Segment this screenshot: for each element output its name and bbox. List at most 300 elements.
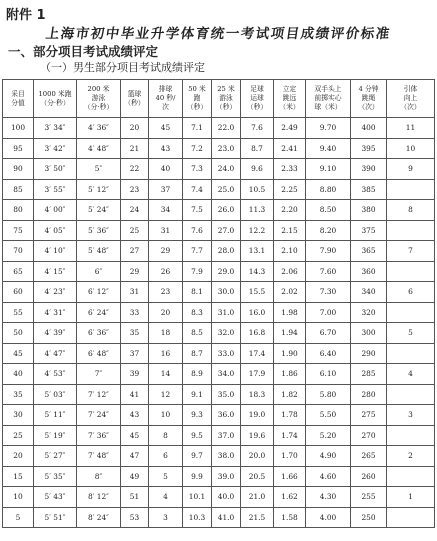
table-row [3, 179, 435, 200]
table-cell: 7.7 [183, 241, 212, 262]
table-cell: 7′ 36″ [77, 425, 121, 446]
table-cell: 51 [121, 487, 149, 508]
table-cell: 7′ 24″ [77, 405, 121, 426]
table-cell: 9.7 [183, 446, 212, 467]
table-cell: 400 [351, 118, 387, 139]
table-cell: 2.10 [274, 241, 306, 262]
table-cell: 10.3 [183, 507, 212, 528]
table-cell: 5.80 [306, 384, 351, 405]
table-cell: 5′ 51″ [34, 507, 77, 528]
table-cell: 18.3 [241, 384, 274, 405]
table-cell: 80 [3, 200, 34, 221]
annex-label: 附件 1 [6, 8, 46, 23]
column-header [3, 80, 34, 118]
column-header-line: 40 秒/ [155, 94, 176, 102]
column-header [351, 80, 387, 118]
table-cell: 265 [351, 446, 387, 467]
table-cell: 5′ 12″ [77, 179, 121, 200]
table-cell: 41.0 [212, 507, 241, 528]
table-row [3, 220, 435, 241]
table-cell: 14.3 [241, 261, 274, 282]
table-cell: 39 [121, 364, 149, 385]
table-cell: 34 [149, 200, 183, 221]
table-cell: 38.0 [212, 446, 241, 467]
table-cell: 6 [149, 446, 183, 467]
table-cell: 35.0 [212, 384, 241, 405]
table-cell: 1.82 [274, 384, 306, 405]
table-row [3, 261, 435, 282]
table-cell: 22 [121, 159, 149, 180]
table-cell: 2.02 [274, 282, 306, 303]
table-cell: 290 [351, 343, 387, 364]
table-row [3, 138, 435, 159]
table-cell: 395 [351, 138, 387, 159]
table-cell: 8.1 [183, 282, 212, 303]
column-header-line: （秒） [186, 103, 208, 111]
column-header-line: 200 米 [87, 85, 110, 93]
table-cell: 8.9 [183, 364, 212, 385]
table-row [3, 466, 435, 487]
table-cell: 5′ 48″ [77, 241, 121, 262]
table-cell: 12.2 [241, 220, 274, 241]
table-cell: 4′ 23″ [34, 282, 77, 303]
table-cell: 18 [149, 323, 183, 344]
table-cell: 7″ [77, 364, 121, 385]
table-cell: 20.5 [241, 466, 274, 487]
table-cell: 6.40 [306, 343, 351, 364]
table-cell: 5′ 03″ [34, 384, 77, 405]
table-cell: 35 [3, 384, 34, 405]
table-cell: 23.0 [212, 138, 241, 159]
table-cell: 340 [351, 282, 387, 303]
table-cell: 2.06 [274, 261, 306, 282]
table-cell: 95 [3, 138, 34, 159]
table-cell: 35 [121, 323, 149, 344]
column-header-line: 跳绳 [361, 94, 376, 102]
column-header-line: 采目 [11, 89, 25, 98]
table-cell: 27.0 [212, 220, 241, 241]
table-cell: 8 [149, 425, 183, 446]
table-cell: 47 [121, 446, 149, 467]
table-cell: 16.0 [241, 302, 274, 323]
table-cell: 53 [121, 507, 149, 528]
table-cell: 8.20 [306, 220, 351, 241]
column-header-line: （秒） [124, 98, 145, 107]
table-cell: 390 [351, 159, 387, 180]
table-cell: 25 [3, 425, 34, 446]
table-cell: 6 [387, 282, 435, 303]
table-cell: 6″ [77, 261, 121, 282]
table-cell: 22.0 [212, 118, 241, 139]
table-cell: 5″ [77, 159, 121, 180]
column-header [121, 80, 149, 118]
table-cell: 20.0 [241, 446, 274, 467]
table-cell: 39.0 [212, 466, 241, 487]
table-cell: 60 [3, 282, 34, 303]
table-cell: 9.6 [241, 159, 274, 180]
table-row [3, 200, 435, 221]
table-cell: 5′ 35″ [34, 466, 77, 487]
table-cell: 33 [121, 302, 149, 323]
column-header [77, 80, 121, 118]
document-title: 上海市初中毕业升学体育统一考试项目成绩评价标准 [44, 26, 392, 42]
table-cell: 9.10 [306, 159, 351, 180]
table-cell: 43 [149, 138, 183, 159]
table-cell: 37.0 [212, 425, 241, 446]
table-cell [387, 507, 435, 528]
column-header-line: 4 分钟 [358, 85, 379, 93]
column-header-line: 排球 [158, 85, 173, 93]
column-header-line: 50 米 [188, 85, 206, 93]
table-row [3, 425, 435, 446]
table-cell: 270 [351, 425, 387, 446]
table-cell: 45 [149, 118, 183, 139]
table-cell: 30 [3, 405, 34, 426]
table-cell: 4′ 47″ [34, 343, 77, 364]
table-cell: 7.2 [183, 138, 212, 159]
table-cell: 8.80 [306, 179, 351, 200]
table-cell: 6′ 12″ [77, 282, 121, 303]
table-cell: 1.58 [274, 507, 306, 528]
table-cell: 5.20 [306, 425, 351, 446]
table-cell: 7.60 [306, 261, 351, 282]
table-cell: 4′ 10″ [34, 241, 77, 262]
table-cell: 1.94 [274, 323, 306, 344]
column-header-line: 前掷实心 [314, 94, 342, 102]
table-cell: 2.15 [274, 220, 306, 241]
table-cell: 5 [149, 466, 183, 487]
table-cell: 20 [149, 302, 183, 323]
table-cell: 24.0 [212, 159, 241, 180]
table-cell: 1.86 [274, 364, 306, 385]
column-header-line: 引体 [403, 85, 418, 93]
table-cell: 29 [121, 261, 149, 282]
table-cell: 9.9 [183, 466, 212, 487]
table-row [3, 241, 435, 262]
table-row [3, 343, 435, 364]
table-cell: 34.0 [212, 364, 241, 385]
table-cell: 3 [149, 507, 183, 528]
table-cell: 8′ 24″ [77, 507, 121, 528]
column-header-line: 游泳 [91, 94, 106, 102]
table-row [3, 384, 435, 405]
table-cell: 4′ 00″ [34, 200, 77, 221]
table-cell: 300 [351, 323, 387, 344]
table-cell: 4.60 [306, 466, 351, 487]
table-cell: 5′ 19″ [34, 425, 77, 446]
table-cell: 3′ 50″ [34, 159, 77, 180]
table-cell: 4′ 31″ [34, 302, 77, 323]
table-cell: 7.4 [183, 179, 212, 200]
table-cell: 9.70 [306, 118, 351, 139]
table-cell: 6.70 [306, 323, 351, 344]
table-cell: 8″ [77, 466, 121, 487]
column-header-line: （次） [358, 103, 379, 111]
table-cell: 16 [149, 343, 183, 364]
column-header-line: （秒） [246, 103, 268, 111]
table-cell: 7.1 [183, 118, 212, 139]
table-cell: 2 [387, 446, 435, 467]
table-cell: 40 [149, 159, 183, 180]
table-cell [387, 261, 435, 282]
column-header [274, 80, 306, 118]
table-cell: 43 [121, 405, 149, 426]
table-cell: 40 [3, 364, 34, 385]
table-row [3, 282, 435, 303]
table-cell: 5 [387, 323, 435, 344]
table-cell: 9.5 [183, 425, 212, 446]
table-cell: 4′ 39″ [34, 323, 77, 344]
table-cell: 4 [387, 364, 435, 385]
table-cell: 2.49 [274, 118, 306, 139]
table-cell: 7.6 [183, 220, 212, 241]
table-row [3, 302, 435, 323]
column-header-line: （秒） [215, 103, 237, 111]
table-cell: 26.0 [212, 200, 241, 221]
table-cell: 1.66 [274, 466, 306, 487]
table-cell: 21.0 [241, 487, 274, 508]
table-cell: 9.40 [306, 138, 351, 159]
table-cell: 45 [121, 425, 149, 446]
table-cell: 25 [121, 220, 149, 241]
table-cell: 28.0 [212, 241, 241, 262]
table-cell: 8.7 [241, 138, 274, 159]
table-cell: 1.78 [274, 405, 306, 426]
column-header [149, 80, 183, 118]
column-header [306, 80, 351, 118]
table-cell: 320 [351, 302, 387, 323]
column-header-line: 25 米 [217, 85, 235, 93]
table-cell: 10 [387, 138, 435, 159]
table-cell: 41 [121, 384, 149, 405]
table-cell: 30.0 [212, 282, 241, 303]
table-cell: 4′ 05″ [34, 220, 77, 241]
table-cell: 20 [3, 446, 34, 467]
table-cell: 4.90 [306, 446, 351, 467]
subsection-heading: （一）男生部分项目考试成绩评定 [40, 61, 205, 74]
table-cell: 11.3 [241, 200, 274, 221]
table-cell: 2.33 [274, 159, 306, 180]
table-cell: 23 [121, 179, 149, 200]
column-header-line: 游泳 [219, 94, 233, 102]
table-cell [387, 425, 435, 446]
table-cell: 360 [351, 261, 387, 282]
table-cell: 385 [351, 179, 387, 200]
table-cell: 8.5 [183, 323, 212, 344]
table-cell: 2.20 [274, 200, 306, 221]
section-heading: 一、部分项目考试成绩评定 [8, 44, 159, 59]
table-cell: 5.50 [306, 405, 351, 426]
table-cell: 4′ 15″ [34, 261, 77, 282]
table-cell: 8.3 [183, 302, 212, 323]
column-header [241, 80, 274, 118]
column-header-line: 足球 [250, 85, 264, 93]
table-cell: 21 [121, 138, 149, 159]
column-header-line: （米） [279, 103, 300, 111]
table-cell: 12 [149, 384, 183, 405]
table-cell: 10.1 [183, 487, 212, 508]
table-cell: 13.1 [241, 241, 274, 262]
table-cell: 1 [387, 487, 435, 508]
column-header-line: 向上 [403, 94, 418, 102]
table-cell: 6′ 48″ [77, 343, 121, 364]
table-cell: 9.3 [183, 405, 212, 426]
table-cell: 6′ 36″ [77, 323, 121, 344]
table-cell: 7.90 [306, 241, 351, 262]
table-cell: 85 [3, 179, 34, 200]
table-cell: 8 [387, 200, 435, 221]
table-cell: 25.0 [212, 179, 241, 200]
column-header-line: 次 [162, 103, 169, 111]
table-cell: 40.0 [212, 487, 241, 508]
table-cell: 4′ 36″ [77, 118, 121, 139]
table-cell: 26 [149, 261, 183, 282]
column-header-line: 运球 [250, 94, 264, 102]
table-cell: 8′ 12″ [77, 487, 121, 508]
table-cell: 15 [3, 466, 34, 487]
score-standard-table [2, 79, 435, 528]
table-cell: 21.5 [241, 507, 274, 528]
column-header-line: 分值 [11, 98, 25, 107]
table-cell: 9 [387, 159, 435, 180]
table-cell [387, 220, 435, 241]
table-cell: 3′ 42″ [34, 138, 77, 159]
table-cell: 17.4 [241, 343, 274, 364]
table-row [3, 118, 435, 139]
table-cell: 55 [3, 302, 34, 323]
table-cell: 1.90 [274, 343, 306, 364]
column-header-line: 篮球 [127, 89, 142, 98]
table-cell: 7.5 [183, 200, 212, 221]
column-header-line: 双手头上 [314, 85, 342, 93]
table-cell: 6′ 24″ [77, 302, 121, 323]
column-header-line: 球（米） [314, 103, 342, 111]
table-cell: 24 [121, 200, 149, 221]
table-cell: 17.9 [241, 364, 274, 385]
table-cell: 75 [3, 220, 34, 241]
table-cell: 16.8 [241, 323, 274, 344]
table-cell: 8.50 [306, 200, 351, 221]
table-cell: 37 [149, 179, 183, 200]
table-cell: 23 [149, 282, 183, 303]
table-cell: 19.0 [241, 405, 274, 426]
table-row [3, 487, 435, 508]
table-body [3, 118, 435, 528]
table-cell: 4′ 53″ [34, 364, 77, 385]
table-cell: 7.3 [183, 159, 212, 180]
column-header-line: 1000 米跑 [38, 89, 72, 98]
table-cell: 31 [121, 282, 149, 303]
table-cell: 7.00 [306, 302, 351, 323]
table-cell [387, 302, 435, 323]
table-cell: 1.98 [274, 302, 306, 323]
table-cell: 11 [387, 118, 435, 139]
table-cell: 7.9 [183, 261, 212, 282]
table-cell: 6.10 [306, 364, 351, 385]
table-cell: 5′ 27″ [34, 446, 77, 467]
table-row [3, 323, 435, 344]
table-header-row [3, 80, 435, 118]
table-cell: 70 [3, 241, 34, 262]
table-cell: 280 [351, 384, 387, 405]
table-cell: 27 [121, 241, 149, 262]
column-header [212, 80, 241, 118]
table-row [3, 446, 435, 467]
table-cell: 45 [3, 343, 34, 364]
table-cell: 5′ 43″ [34, 487, 77, 508]
table-cell: 37 [121, 343, 149, 364]
table-cell: 250 [351, 507, 387, 528]
table-cell: 4′ 48″ [77, 138, 121, 159]
table-cell [387, 466, 435, 487]
table-cell: 100 [3, 118, 34, 139]
table-cell: 7.30 [306, 282, 351, 303]
table-cell: 3 [387, 405, 435, 426]
table-cell: 50 [3, 323, 34, 344]
table-cell: 8.7 [183, 343, 212, 364]
table-row [3, 159, 435, 180]
column-header-line: （分·秒） [83, 103, 114, 111]
column-header [34, 80, 77, 118]
table-cell: 375 [351, 220, 387, 241]
table-cell: 1.74 [274, 425, 306, 446]
table-cell: 380 [351, 200, 387, 221]
table-cell: 260 [351, 466, 387, 487]
table-cell: 32.0 [212, 323, 241, 344]
column-header-line: （次） [400, 103, 421, 111]
table-cell: 2.41 [274, 138, 306, 159]
table-cell: 1.70 [274, 446, 306, 467]
column-header-line: 跑 [193, 94, 201, 102]
table-cell [387, 343, 435, 364]
table-cell: 3′ 55″ [34, 179, 77, 200]
column-header-line: 立定 [282, 85, 297, 93]
column-header [387, 80, 435, 118]
column-header-line: 跳远 [282, 94, 297, 102]
table-row [3, 507, 435, 528]
table-cell: 31.0 [212, 302, 241, 323]
table-cell: 2.25 [274, 179, 306, 200]
table-cell: 90 [3, 159, 34, 180]
table-cell: 7′ 48″ [77, 446, 121, 467]
table-cell: 5′ 11″ [34, 405, 77, 426]
table-row [3, 405, 435, 426]
column-header [183, 80, 212, 118]
table-cell: 285 [351, 364, 387, 385]
table-cell: 10 [3, 487, 34, 508]
table-cell: 49 [121, 466, 149, 487]
table-cell: 14 [149, 364, 183, 385]
table-cell: 5′ 36″ [77, 220, 121, 241]
table-cell: 10.5 [241, 179, 274, 200]
table-cell: 4.00 [306, 507, 351, 528]
table-cell: 36.0 [212, 405, 241, 426]
table-cell: 9.1 [183, 384, 212, 405]
table-cell: 3′ 34″ [34, 118, 77, 139]
table-cell: 5′ 24″ [77, 200, 121, 221]
table-cell: 20 [121, 118, 149, 139]
table-cell: 5 [3, 507, 34, 528]
column-header-line: （分·秒） [40, 98, 70, 107]
table-cell: 7′ 12″ [77, 384, 121, 405]
table-row [3, 364, 435, 385]
table-cell: 15.5 [241, 282, 274, 303]
table-cell: 4 [149, 487, 183, 508]
table-cell: 33.0 [212, 343, 241, 364]
table-cell: 31 [149, 220, 183, 241]
table-cell: 65 [3, 261, 34, 282]
table-cell: 275 [351, 405, 387, 426]
